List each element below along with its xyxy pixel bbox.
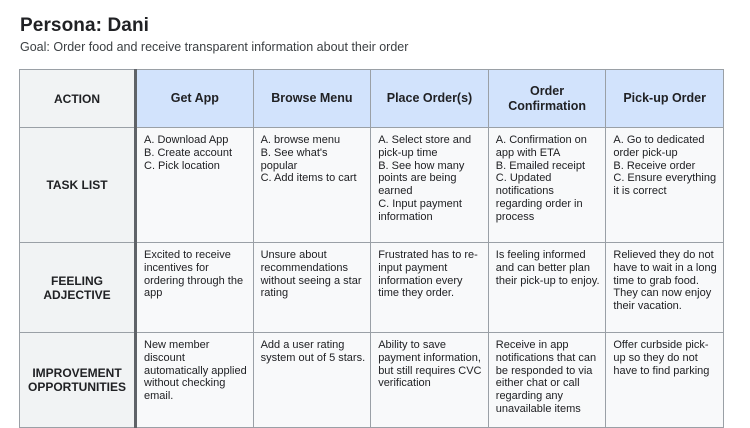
feeling-adjective-label-cell xyxy=(20,243,136,333)
task-item: B. See what's popular xyxy=(260,146,328,172)
task-cell-order-confirmation xyxy=(488,128,606,243)
task-cell-get-app xyxy=(136,128,254,243)
improvement-cell-place-orders xyxy=(371,333,489,428)
improvement-cell-get-app xyxy=(136,333,254,428)
improvement-text: Add a user rating system out of 5 stars. xyxy=(260,339,366,364)
stage-header-label: Pick-up Order xyxy=(623,91,706,105)
task-item: A. Download App xyxy=(144,134,229,146)
feeling-cell-order-confirmation xyxy=(488,243,606,333)
improvement-opportunities-label-cell xyxy=(20,333,136,428)
task-item: C. Input payment information xyxy=(378,197,462,223)
improvement-cell-pick-up-order xyxy=(606,333,724,428)
stage-header-browse-menu xyxy=(253,70,371,128)
task-cell-browse-menu xyxy=(253,128,371,243)
improvement-opportunities-label: IMPROVEMENT OPPORTUNITIES xyxy=(27,366,126,394)
improvement-text: Receive in app notifications that can be responded to via either chat or call regarding any unavailable items xyxy=(495,339,597,415)
stage-header-order-confirmation xyxy=(488,70,606,128)
task-item: A. Go to dedicated order pick-up xyxy=(613,134,705,159)
stage-header-label: Browse Menu xyxy=(271,91,353,105)
feeling-text: Excited to receive incentives for ordering through the app xyxy=(144,249,244,300)
task-cell-place-orders xyxy=(371,128,489,243)
stage-header-place-orders xyxy=(371,70,489,128)
improvement-text: New member discount automatically applied without checking email. xyxy=(144,339,247,403)
action-header-cell xyxy=(20,70,136,128)
task-item: C. Ensure everything it is correct xyxy=(613,172,717,198)
persona-title: Persona: Dani xyxy=(20,15,150,36)
feeling-cell-browse-menu xyxy=(253,243,371,333)
task-item: C. Add items to cart xyxy=(260,172,357,185)
feeling-text: Frustrated has to re-input payment information every time they order. xyxy=(378,249,478,300)
feeling-adjective-label: FEELING ADJECTIVE xyxy=(43,273,111,302)
task-item: C. Updated notifications regarding order in process xyxy=(495,172,583,223)
task-list-label: TASK LIST xyxy=(46,178,108,192)
stage-header-pick-up-order xyxy=(606,70,724,128)
stage-header-label: Get App xyxy=(170,91,219,105)
task-cell-pick-up-order xyxy=(606,128,724,243)
task-item: B. Emailed receipt xyxy=(495,159,586,172)
stage-header-get-app xyxy=(136,70,254,128)
task-item: B. Receive order xyxy=(613,159,696,172)
feeling-cell-place-orders xyxy=(371,243,489,333)
journey-map-table xyxy=(19,69,724,428)
task-list-row xyxy=(20,128,724,243)
stage-header-label: Order Confirmation xyxy=(508,83,586,113)
feeling-cell-get-app xyxy=(136,243,254,333)
feeling-cell-pick-up-order xyxy=(606,243,724,333)
feeling-adjective-row xyxy=(20,243,724,333)
feeling-text: Unsure about recommendations without seeing a star rating xyxy=(260,249,362,300)
persona-goal: Goal: Order food and receive transparent information about their order xyxy=(20,40,409,54)
improvement-cell-order-confirmation xyxy=(488,333,606,428)
task-item: A. Select store and pick-up time xyxy=(378,134,472,159)
task-item: B. See how many points are being earned xyxy=(378,159,465,198)
feeling-text: Is feeling informed and can better plan their pick-up to enjoy. xyxy=(495,249,600,287)
feeling-text: Relieved they do not have to wait in a long time to grab food. They can now enjoy their vacation. xyxy=(613,249,717,313)
improvement-text: Offer curbside pick-up so they do not have to find parking xyxy=(613,339,710,377)
task-item: C. Pick location xyxy=(144,159,220,172)
action-header-label: ACTION xyxy=(54,91,100,106)
task-item: A. browse menu xyxy=(260,134,341,146)
header-row xyxy=(20,70,724,128)
stage-header-label: Place Order(s) xyxy=(386,91,473,105)
task-item: A. Confirmation on app with ETA xyxy=(495,134,587,159)
improvement-opportunities-row xyxy=(20,333,724,428)
improvement-text: Ability to save payment information, but still requires CVC verification xyxy=(378,339,482,390)
task-item: B. Create account xyxy=(144,146,233,159)
task-list-label-cell xyxy=(20,128,136,243)
improvement-cell-browse-menu xyxy=(253,333,371,428)
